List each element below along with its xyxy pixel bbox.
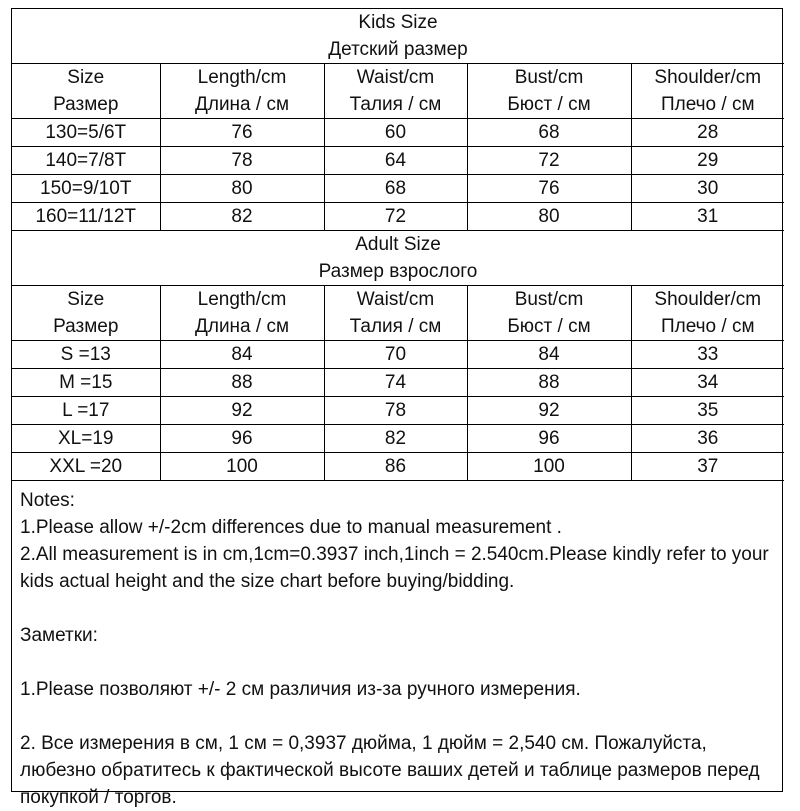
adult-header-shoulder: Shoulder/cm Плечо / см (631, 286, 784, 341)
size-cell: 160=11/12T (12, 203, 160, 231)
length-cell: 78 (160, 147, 324, 175)
table-row (12, 147, 784, 175)
shoulder-cell: 37 (631, 453, 784, 481)
size-cell: 150=9/10T (12, 175, 160, 203)
waist-cell: 68 (324, 175, 467, 203)
table-row (12, 397, 784, 425)
adult-title-ru: Размер взрослого (318, 261, 478, 282)
shoulder-cell: 30 (631, 175, 784, 203)
waist-cell: 86 (324, 453, 467, 481)
kids-size-title (12, 9, 784, 64)
table-row (12, 453, 784, 481)
adult-header-waist: Waist/cm Талия / см (324, 286, 467, 341)
notes-heading-ru: Заметки: (20, 625, 98, 646)
bust-cell: 92 (467, 397, 631, 425)
size-cell: S =13 (12, 341, 160, 369)
shoulder-cell: 35 (631, 397, 784, 425)
bust-cell: 84 (467, 341, 631, 369)
kids-title-en: Kids Size (358, 12, 438, 33)
bust-cell: 76 (467, 175, 631, 203)
notes-line1-en: 1.Please allow +/-2cm differences due to manual measurement . (20, 517, 562, 538)
length-cell: 88 (160, 369, 324, 397)
shoulder-cell: 29 (631, 147, 784, 175)
waist-cell: 64 (324, 147, 467, 175)
size-cell: XL=19 (12, 425, 160, 453)
kids-header-length: Length/cm Длина / см (160, 64, 324, 119)
kids-header-bust: Bust/cm Бюст / см (467, 64, 631, 119)
shoulder-cell: 33 (631, 341, 784, 369)
size-cell: M =15 (12, 369, 160, 397)
table-row (12, 341, 784, 369)
bust-cell: 68 (467, 119, 631, 147)
adult-header-bust: Bust/cm Бюст / см (467, 286, 631, 341)
notes-section (12, 481, 782, 811)
table-row (12, 425, 784, 453)
length-cell: 84 (160, 341, 324, 369)
length-cell: 96 (160, 425, 324, 453)
waist-cell: 82 (324, 425, 467, 453)
bust-cell: 100 (467, 453, 631, 481)
notes-line2-en: 2.All measurement is in cm,1cm=0.3937 inch,1inch = 2.540cm.Please kindly refer to your kids actual height and the size chart before buying/bidding. (20, 544, 769, 592)
adult-size-table (12, 231, 784, 481)
notes-heading-en: Notes: (20, 490, 75, 511)
kids-header-waist: Waist/cm Талия / см (324, 64, 467, 119)
kids-size-table (12, 9, 784, 231)
notes-line1-ru: 1.Please позволяют +/- 2 см различия из-за ручного измерения. (20, 679, 581, 700)
kids-header-row (12, 64, 784, 119)
size-cell: L =17 (12, 397, 160, 425)
length-cell: 80 (160, 175, 324, 203)
adult-header-length: Length/cm Длина / см (160, 286, 324, 341)
bust-cell: 72 (467, 147, 631, 175)
adult-size-title (12, 231, 784, 286)
size-cell: 140=7/8T (12, 147, 160, 175)
size-chart (11, 8, 783, 808)
waist-cell: 72 (324, 203, 467, 231)
shoulder-cell: 34 (631, 369, 784, 397)
length-cell: 76 (160, 119, 324, 147)
waist-cell: 74 (324, 369, 467, 397)
size-cell: 130=5/6T (12, 119, 160, 147)
shoulder-cell: 31 (631, 203, 784, 231)
adult-title-en: Adult Size (355, 234, 441, 255)
kids-header-size: Size Размер (12, 64, 160, 119)
table-row (12, 175, 784, 203)
bust-cell: 88 (467, 369, 631, 397)
adult-header-size: Size Размер (12, 286, 160, 341)
waist-cell: 70 (324, 341, 467, 369)
table-row (12, 369, 784, 397)
kids-header-shoulder: Shoulder/cm Плечо / см (631, 64, 784, 119)
length-cell: 100 (160, 453, 324, 481)
table-row (12, 119, 784, 147)
waist-cell: 78 (324, 397, 467, 425)
adult-header-row (12, 286, 784, 341)
length-cell: 92 (160, 397, 324, 425)
length-cell: 82 (160, 203, 324, 231)
bust-cell: 96 (467, 425, 631, 453)
table-row (12, 203, 784, 231)
bust-cell: 80 (467, 203, 631, 231)
waist-cell: 60 (324, 119, 467, 147)
kids-title-ru: Детский размер (328, 39, 468, 60)
shoulder-cell: 36 (631, 425, 784, 453)
shoulder-cell: 28 (631, 119, 784, 147)
size-cell: XXL =20 (12, 453, 160, 481)
notes-line2-ru: 2. Все измерения в см, 1 см = 0,3937 дюйма, 1 дюйм = 2,540 см. Пожалуйста, любезно обратитесь к фактической высоте ваших детей и таблице размеров перед покупкой / торгов. (20, 733, 760, 808)
